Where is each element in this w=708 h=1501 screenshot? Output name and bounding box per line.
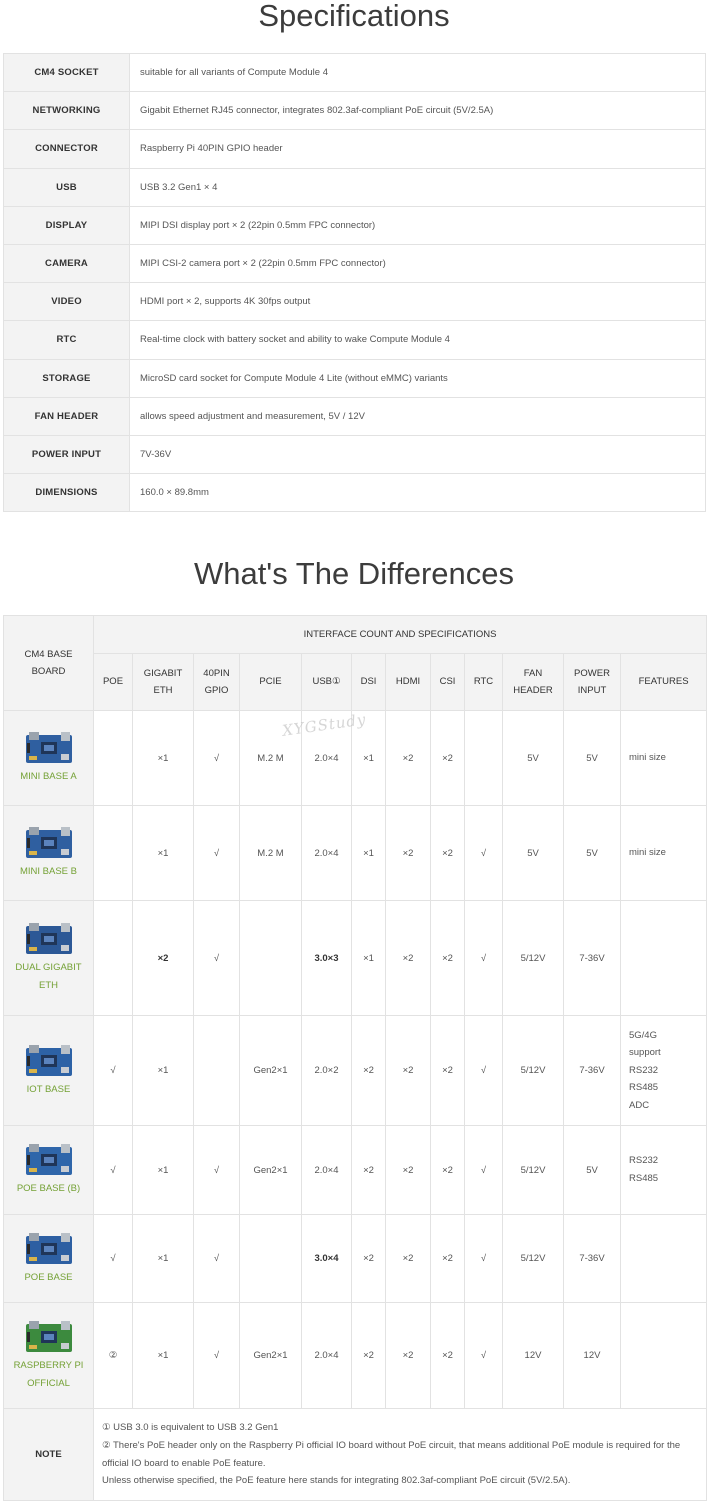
board-name-line: POE BASE <box>24 1271 73 1283</box>
column-header-line1: FEATURES <box>638 676 689 688</box>
spec-cell: ×2 <box>133 901 194 1016</box>
feature-item: RS232 <box>629 1064 659 1076</box>
spec-row <box>4 283 706 321</box>
board-image <box>23 730 75 766</box>
spec-cell: √ <box>194 1126 240 1215</box>
spec-cell: 2.0×4 <box>302 806 352 901</box>
spec-key: RTC <box>4 321 130 359</box>
feature-item: RS485 <box>629 1082 659 1094</box>
board-image <box>23 825 75 861</box>
spec-cell: √ <box>465 1303 503 1409</box>
spec-key: CAMERA <box>4 244 130 282</box>
feature-item: ADC <box>629 1099 650 1111</box>
spec-row <box>4 244 706 282</box>
note-label: NOTE <box>4 1409 94 1501</box>
column-header-line1: USB① <box>312 676 341 688</box>
spec-cell <box>194 1016 240 1126</box>
column-header <box>564 654 621 711</box>
board-image <box>23 1142 75 1178</box>
board-name <box>6 1357 91 1392</box>
board-name-line: ETH <box>39 980 58 991</box>
column-header-line1: CSI <box>439 676 456 688</box>
board-cell <box>4 806 94 901</box>
note-line: ① USB 3.0 is equivalent to USB 3.2 Gen1 <box>102 1422 279 1434</box>
column-header-line1: GIGABIT <box>143 667 183 679</box>
specifications-title: Specifications <box>258 0 450 33</box>
spec-cell: ×1 <box>352 901 386 1016</box>
column-header-line1: 40PIN <box>203 667 230 679</box>
column-header <box>465 654 503 711</box>
spec-cell: ×1 <box>133 1215 194 1303</box>
board-row <box>4 1303 707 1409</box>
board-cell <box>4 1126 94 1215</box>
spec-value: allows speed adjustment and measurement, 5V / 12V <box>130 397 706 435</box>
spec-cell: ×2 <box>352 1126 386 1215</box>
column-header-line1: FAN <box>523 667 543 679</box>
spec-row <box>4 92 706 130</box>
column-header <box>621 654 707 711</box>
watermark: XYGStudy <box>281 710 368 740</box>
spec-cell: ×2 <box>386 1016 431 1126</box>
spec-cell: ×2 <box>431 1016 465 1126</box>
spec-row <box>4 397 706 435</box>
spec-row <box>4 54 706 92</box>
spec-key: POWER INPUT <box>4 435 130 473</box>
spec-value: Real-time clock with battery socket and ability to wake Compute Module 4 <box>130 321 706 359</box>
spec-row <box>4 435 706 473</box>
column-header-line1: RTC <box>473 676 494 688</box>
spec-cell: ×2 <box>431 901 465 1016</box>
column-header <box>194 654 240 711</box>
spec-cell: M.2 M <box>240 806 302 901</box>
column-header-line1: HDMI <box>395 676 421 688</box>
spec-cell <box>240 1215 302 1303</box>
note-row <box>4 1409 707 1501</box>
spec-key: CM4 SOCKET <box>4 54 130 92</box>
spec-cell <box>94 711 133 806</box>
spec-cell: ×2 <box>386 1126 431 1215</box>
features-cell <box>621 1016 707 1126</box>
spec-key: VIDEO <box>4 283 130 321</box>
column-header-line1: PCIE <box>259 676 282 688</box>
spec-cell: 5V <box>564 806 621 901</box>
spec-row <box>4 359 706 397</box>
spec-cell: 2.0×4 <box>302 711 352 806</box>
column-header <box>302 654 352 711</box>
spec-cell: ×2 <box>431 806 465 901</box>
spec-cell: ×2 <box>431 1303 465 1409</box>
spec-cell: ×1 <box>133 1303 194 1409</box>
feature-item: support <box>629 1047 661 1059</box>
spec-cell: ② <box>94 1303 133 1409</box>
spec-cell: √ <box>94 1215 133 1303</box>
spec-cell: √ <box>465 1215 503 1303</box>
spec-row <box>4 474 706 512</box>
note-text <box>94 1409 707 1501</box>
features-cell <box>621 806 707 901</box>
column-header-line2: HEADER <box>513 685 553 696</box>
column-header-line1: POE <box>102 676 124 688</box>
board-name <box>6 959 91 994</box>
spec-cell: ×2 <box>352 1215 386 1303</box>
board-image <box>23 1043 75 1079</box>
spec-cell: 7-36V <box>564 901 621 1016</box>
spec-cell: ×1 <box>133 1016 194 1126</box>
spec-cell: √ <box>194 901 240 1016</box>
spec-cell: 2.0×4 <box>302 1126 352 1215</box>
feature-item: RS485 <box>629 1173 659 1184</box>
spec-cell: ×2 <box>386 711 431 806</box>
column-header-line2: INPUT <box>577 685 607 696</box>
spec-key: STORAGE <box>4 359 130 397</box>
spec-cell: 3.0×3 <box>302 901 352 1016</box>
spec-cell: ×2 <box>352 1016 386 1126</box>
spec-cell: √ <box>194 1215 240 1303</box>
spec-cell: Gen2×1 <box>240 1126 302 1215</box>
spec-cell: 5/12V <box>503 901 564 1016</box>
feature-item: mini size <box>629 847 666 859</box>
spec-row <box>4 130 706 168</box>
spec-cell: Gen2×1 <box>240 1303 302 1409</box>
note-line: ② There's PoE header only on the Raspberry Pi official IO board without PoE circuit, that means additional PoE module is required for the official IO board to enable PoE feature. <box>102 1439 681 1469</box>
spec-key: NETWORKING <box>4 92 130 130</box>
spec-key: CONNECTOR <box>4 130 130 168</box>
spec-key: FAN HEADER <box>4 397 130 435</box>
board-row <box>4 1016 707 1126</box>
spec-value: HDMI port × 2, supports 4K 30fps output <box>130 283 706 321</box>
spec-row <box>4 206 706 244</box>
feature-item: mini size <box>629 752 666 764</box>
spec-key: DIMENSIONS <box>4 474 130 512</box>
board-cell <box>4 901 94 1016</box>
spec-cell: √ <box>194 1303 240 1409</box>
spec-cell: ×2 <box>431 1215 465 1303</box>
board-cell <box>4 1016 94 1126</box>
board-row <box>4 806 707 901</box>
board-row <box>4 1215 707 1303</box>
board-row <box>4 711 707 806</box>
spec-cell: Gen2×1 <box>240 1016 302 1126</box>
spec-cell: √ <box>465 901 503 1016</box>
spec-cell: 12V <box>564 1303 621 1409</box>
specifications-table <box>3 53 706 512</box>
column-header <box>352 654 386 711</box>
spec-cell: ×2 <box>386 901 431 1016</box>
features-cell <box>621 711 707 806</box>
board-cell <box>4 1303 94 1409</box>
column-header <box>133 654 194 711</box>
board-name-line: MINI BASE A <box>20 771 77 783</box>
spec-row <box>4 168 706 206</box>
spec-key: DISPLAY <box>4 206 130 244</box>
spec-cell: 5/12V <box>503 1126 564 1215</box>
spec-value: Gigabit Ethernet RJ45 connector, integrates 802.3af-compliant PoE circuit (5V/2.5A) <box>130 92 706 130</box>
features-cell <box>621 1215 707 1303</box>
spec-cell: ×2 <box>431 711 465 806</box>
board-row <box>4 1126 707 1215</box>
column-header <box>386 654 431 711</box>
board-cell <box>4 1215 94 1303</box>
board-name <box>6 1180 91 1198</box>
spec-key: USB <box>4 168 130 206</box>
spec-cell: M.2 M <box>240 711 302 806</box>
spec-cell: 5V <box>503 711 564 806</box>
interface-group-header: INTERFACE COUNT AND SPECIFICATIONS <box>94 616 707 654</box>
board-name <box>6 863 91 881</box>
spec-cell: 5V <box>564 1126 621 1215</box>
column-header-line1: POWER <box>574 667 610 679</box>
spec-cell: 2.0×2 <box>302 1016 352 1126</box>
spec-value: MIPI CSI-2 camera port × 2 (22pin 0.5mm FPC connector) <box>130 244 706 282</box>
column-header <box>94 654 133 711</box>
board-row <box>4 901 707 1016</box>
spec-value: USB 3.2 Gen1 × 4 <box>130 168 706 206</box>
spec-cell: 12V <box>503 1303 564 1409</box>
spec-cell: 5V <box>503 806 564 901</box>
differences-title: What's The Differences <box>193 556 515 591</box>
features-cell <box>621 901 707 1016</box>
column-header-line1: DSI <box>360 676 377 688</box>
board-cell <box>4 711 94 806</box>
spec-cell: 7-36V <box>564 1016 621 1126</box>
spec-cell: ×2 <box>352 1303 386 1409</box>
corner-header-line2: BOARD <box>31 666 66 677</box>
column-header-line2: GPIO <box>204 685 229 696</box>
feature-item: 5G/4G <box>629 1029 657 1041</box>
spec-cell: 5/12V <box>503 1215 564 1303</box>
board-name <box>6 768 91 786</box>
spec-cell: ×2 <box>386 1215 431 1303</box>
spec-cell: 3.0×4 <box>302 1215 352 1303</box>
column-header <box>503 654 564 711</box>
spec-cell: √ <box>465 1126 503 1215</box>
board-name-line: RASPBERRY PI <box>13 1359 84 1371</box>
spec-cell <box>465 711 503 806</box>
spec-cell <box>94 806 133 901</box>
spec-cell: √ <box>194 806 240 901</box>
column-header <box>431 654 465 711</box>
board-image <box>23 1231 75 1267</box>
spec-cell: √ <box>94 1016 133 1126</box>
spec-cell <box>94 901 133 1016</box>
feature-item: RS232 <box>629 1155 659 1167</box>
spec-cell: ×2 <box>386 806 431 901</box>
board-name-line: MINI BASE B <box>19 866 77 878</box>
board-column-header <box>4 616 94 711</box>
board-image <box>23 921 75 957</box>
features-cell <box>621 1303 707 1409</box>
spec-cell: ×2 <box>386 1303 431 1409</box>
spec-value: MIPI DSI display port × 2 (22pin 0.5mm FPC connector) <box>130 206 706 244</box>
column-header <box>240 654 302 711</box>
board-name-line: OFFICIAL <box>27 1377 70 1389</box>
corner-header-line1: CM4 BASE <box>24 648 73 660</box>
board-name <box>6 1269 91 1287</box>
board-name <box>6 1081 91 1099</box>
spec-cell: 5/12V <box>503 1016 564 1126</box>
board-image <box>23 1319 75 1355</box>
spec-value: suitable for all variants of Compute Module 4 <box>130 54 706 92</box>
spec-value: MicroSD card socket for Compute Module 4 Lite (without eMMC) variants <box>130 359 706 397</box>
board-name-line: DUAL GIGABIT <box>15 962 82 974</box>
spec-row <box>4 321 706 359</box>
spec-cell <box>240 901 302 1016</box>
spec-cell: 2.0×4 <box>302 1303 352 1409</box>
spec-value: Raspberry Pi 40PIN GPIO header <box>130 130 706 168</box>
board-name-line: IOT BASE <box>26 1083 71 1095</box>
spec-cell: √ <box>194 711 240 806</box>
differences-table <box>3 615 707 1501</box>
spec-cell: √ <box>94 1126 133 1215</box>
spec-cell: ×1 <box>352 711 386 806</box>
spec-value: 7V-36V <box>130 435 706 473</box>
column-header-line2: ETH <box>153 685 173 696</box>
spec-cell: ×1 <box>133 711 194 806</box>
spec-value: 160.0 × 89.8mm <box>130 474 706 512</box>
features-cell <box>621 1126 707 1215</box>
spec-cell: ×1 <box>133 806 194 901</box>
spec-cell: 5V <box>564 711 621 806</box>
board-name-line: POE BASE (B) <box>16 1183 81 1195</box>
spec-cell: √ <box>465 1016 503 1126</box>
spec-cell: ×1 <box>352 806 386 901</box>
spec-cell: 7-36V <box>564 1215 621 1303</box>
spec-cell: ×1 <box>133 1126 194 1215</box>
spec-cell: √ <box>465 806 503 901</box>
spec-cell: ×2 <box>431 1126 465 1215</box>
note-line: Unless otherwise specified, the PoE feature here stands for integrating 802.3af-compliant PoE circuit (5V/2.5A). <box>102 1475 571 1487</box>
